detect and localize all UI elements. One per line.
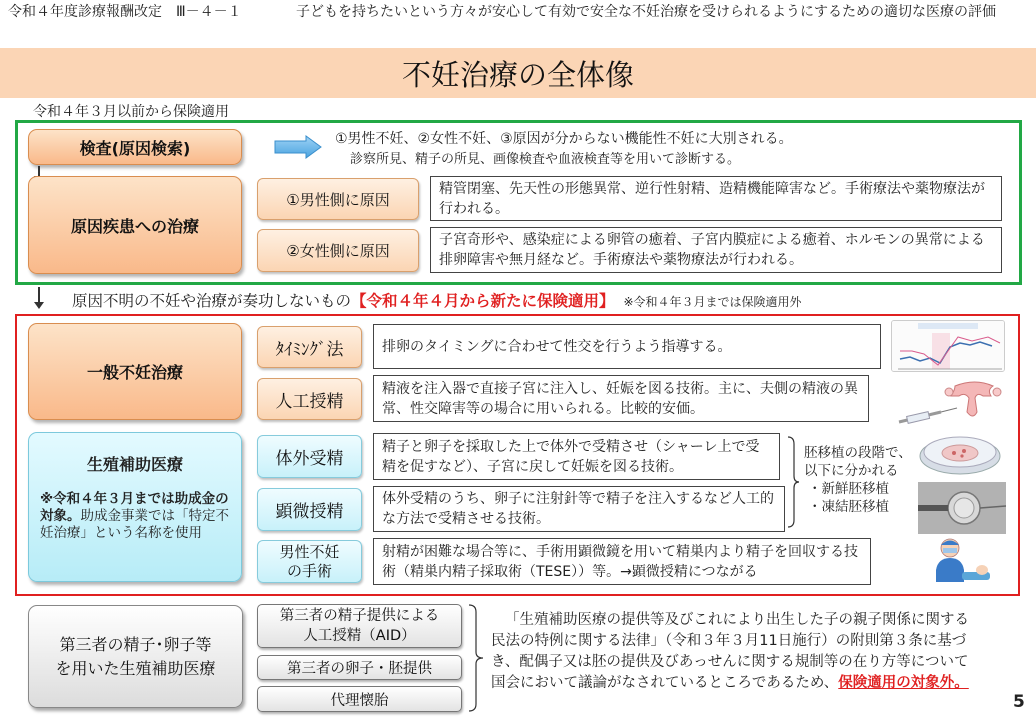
transfer-note-item1: ・新鮮胚移植 bbox=[808, 481, 889, 497]
general-treatment-box: 一般不妊治療 bbox=[28, 323, 242, 420]
third-party-desc-highlight: 保険適用の対象外。 bbox=[838, 675, 969, 691]
microinjection-image bbox=[918, 482, 1006, 534]
covered-before-label: 令和４年３月以前から保険適用 bbox=[33, 104, 229, 120]
icsi-box: 顕微授精 bbox=[257, 488, 362, 531]
exam-desc-line1: ①男性不妊、②女性不妊、③原因が分からない機能性不妊に大別される。 bbox=[335, 131, 793, 147]
icsi-desc: 体外受精のうち、卵子に注射針等で精子を注入するなど人工的な方法で受精させる技術。 bbox=[373, 486, 785, 532]
art-note bbox=[40, 491, 235, 542]
art-note-bold: ※令和４年３月までは助成金の対象。 bbox=[40, 491, 229, 524]
exam-box: 検査(原因検索) bbox=[28, 129, 242, 165]
new-coverage-lead: 原因不明の不妊や治療が奏功しないもの bbox=[72, 292, 352, 310]
third-party-desc bbox=[491, 610, 981, 694]
art-note-rest: 助成金事業では「特定不妊治療」という名称を使用 bbox=[40, 508, 229, 541]
insemination-desc: 精液を注入器で直接子宮に注入し、妊娠を図る技術。主に、夫側の精液の異常、性交障害等の場合に用いられる。比較的安価。 bbox=[373, 375, 869, 422]
page-title: 不妊治療の全体像 bbox=[0, 48, 1036, 98]
male-surgery-desc: 射精が困難な場合等に、手術用顕微鏡を用いて精巣内より精子を回収する技術（精巣内精子採取術（TESE））等。→顕微授精につながる bbox=[373, 538, 871, 585]
surrogacy-box: 代理懐胎 bbox=[257, 686, 462, 712]
insemination-box: 人工授精 bbox=[257, 378, 362, 420]
exam-desc-line2: 診察所見、精子の所見、画像検査や血液検査等を用いて診断する。 bbox=[350, 152, 741, 167]
uterus-syringe-image bbox=[897, 376, 1012, 428]
third-party-box bbox=[28, 605, 243, 708]
male-surgery-label1: 男性不妊 bbox=[279, 542, 340, 561]
header-section: 令和４年度診療報酬改定 Ⅲ－４－１ bbox=[8, 4, 242, 20]
art-label: 生殖補助医療 bbox=[86, 455, 183, 474]
male-surgery-label2: の手術 bbox=[286, 561, 332, 580]
transfer-note-line1: 胚移植の段階で、 bbox=[804, 445, 912, 461]
aid-box bbox=[257, 604, 462, 648]
transfer-note-item2: ・凍結胚移植 bbox=[808, 499, 889, 515]
page-number: 5 bbox=[1013, 692, 1025, 712]
female-cause-desc: 子宮奇形や、感染症による卵管の癒着、子宮内膜症による癒着、ホルモンの異常による排卵障害や無月経など。手術療法や薬物療法が行われる。 bbox=[430, 227, 1002, 273]
surgeon-image bbox=[928, 536, 992, 588]
aid-label1: 第三者の精子提供による bbox=[279, 608, 440, 624]
down-arrow-icon bbox=[34, 302, 44, 310]
timing-method-box: ﾀｲﾐﾝｸﾞ法 bbox=[257, 326, 362, 368]
female-cause-box: ②女性側に原因 bbox=[257, 229, 419, 272]
timing-method-desc: 排卵のタイミングに合わせて性交を行うよう指導する。 bbox=[373, 324, 881, 369]
third-party-desc-text: 「生殖補助医療の提供等及びこれにより出生した子の親子関係に関する民法の特例に関する法律」（令和３年３月11日施行）の附則第３条に基づき、配偶子又は胚の提供及びあっせんに関する規制等の在り方等について国会において議論がなされているところであるため、 bbox=[491, 612, 969, 691]
new-coverage-line bbox=[72, 289, 802, 311]
brace-icon bbox=[467, 604, 485, 712]
egg-embryo-box: 第三者の卵子・胚提供 bbox=[257, 655, 462, 680]
transfer-note-line2: 以下に分かれる bbox=[804, 463, 899, 479]
brace-icon bbox=[786, 436, 800, 528]
ivf-desc: 精子と卵子を採取した上で体外で受精させ（シャーレ上で受精を促すなど）、子宮に戻して妊娠を図る技術。 bbox=[373, 433, 780, 480]
header-topic: 子どもを持ちたいという方々が安心して有効で安全な不妊治療を受けられるようにするための適切な医療の評価 bbox=[296, 4, 996, 20]
male-cause-desc: 精管閉塞、先天性の形態異常、逆行性射精、造精機能障害など。手術療法や薬物療法が行われる。 bbox=[430, 176, 1002, 221]
right-arrow-icon bbox=[274, 135, 322, 159]
ivf-box: 体外受精 bbox=[257, 435, 362, 478]
new-coverage-note: ※令和４年３月までは保険適用外 bbox=[623, 295, 802, 309]
transfer-note bbox=[804, 444, 912, 516]
male-cause-box: ①男性側に原因 bbox=[257, 178, 419, 220]
new-coverage-highlight: 【令和４年４月から新たに保険適用】 bbox=[351, 292, 615, 310]
bbt-chart-image bbox=[891, 320, 1005, 372]
petri-dish-image bbox=[918, 428, 1002, 478]
male-surgery-box bbox=[257, 540, 362, 583]
third-party-label2: を用いた生殖補助医療 bbox=[55, 658, 216, 678]
aid-label2: 人工授精（AID） bbox=[303, 628, 416, 644]
cause-treatment-box: 原因疾患への治療 bbox=[28, 176, 242, 274]
third-party-label1: 第三者の精子･卵子等 bbox=[59, 634, 212, 654]
flow-arrow-line bbox=[38, 287, 40, 303]
